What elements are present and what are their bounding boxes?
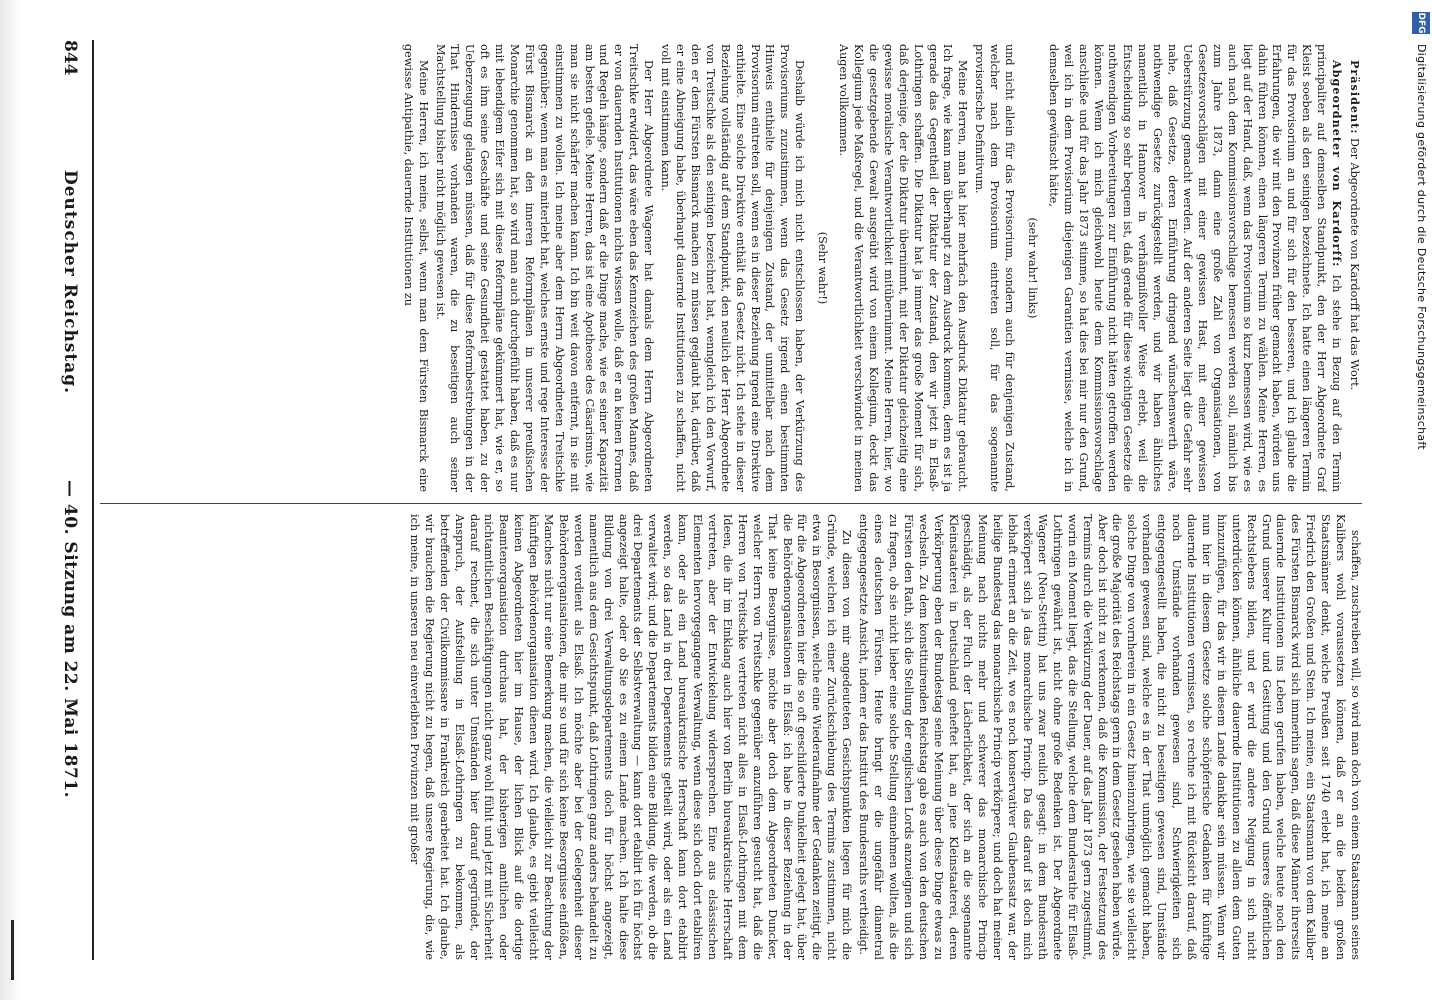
scan-mark [11, 920, 14, 980]
paragraph-text: Meine Herren, ich meine, selbst, wenn man dem Fürsten Bismarck eine gewisse Antipathie, dauernde Institutionen zu [401, 44, 430, 492]
page-header [50, 40, 90, 960]
left-column [100, 44, 1362, 492]
paragraph-text: Ich stehe in Bezug auf den Termin principaliter auf demselben Standpunkt, den der Herr Abgeordnete Graf Kleist soeben als den seinigen bezeichnete. Ich hatte einen längeren Termin für das Provisorium an und für sich für den besseren, und ich glaube die Erfahrungen, die wir mit den Provinzen früher gemacht haben, würden uns dahin führen können, einen längeren Termin zu wählen. Meine Herren, es liegt auf der Hand, daß, wenn das Provisorium so kurz bemessen wird, wie es auch nach dem Kommissionsvorschlage bemessen werden soll, nämlich bis zum Jahre 1873, dann eine große Zahl von Organisationen, von Gesetzesvorschlägen mit einer gewissen Hast, mit einer gewissen Ueberstürzung gemacht werden. Auf der anderen Seite liegt die Gefahr sehr nahe, daß Gesetze, deren Einführung dringend wünschenswerth wäre, nothwendige Gesetze zurückgestellt werden, und wir haben ähnliches namentlich in Hannover in verhängnißvoller Weise erlebt, weil die Entscheidung so sehr bequem ist, daß gerade für diese wichtigen Gesetze die nothwendigen Vorbereitungen zur Einführung nicht hätten getroffen werden können. Wenn ich mich gleichwohl heute dem Kommissionsvorschlage anschließe und für das Jahr 1873 stimme, so hat dies bei mir nur den Grund, weil ich in dem Provisorium diejenigen Garantien vermisse, welche ich in demselben gewünscht hätte, [1046, 44, 1344, 492]
paragraph [835, 44, 969, 492]
paragraph [971, 44, 1016, 492]
paragraph-text: und nicht allein für das Provisorium, sondern auch für denjenigen Zustand, welcher nach dem Provisorium eintreten soll, für das sogenannte provisorische Definitivum. [973, 44, 1017, 492]
paragraph [406, 514, 853, 960]
paragraph-text: (sehr wahr! links) [1025, 217, 1039, 319]
paragraph-text: Der Herr Abgeordnete Wagener hat damals dem Herrn Abgeordneten Treitschke erwidert, das wäre eben das Kennzeichen des großen Mannes, daß er von dauernden Institutionen nichts wissen wolle, daß er an keinen Formen und Regeln hänge, sondern daß er die Dinge mache, wie es seiner Kapazität am besten gefiele. Meine Herren, das ist eine Apotheose des Cäsarismus, wie man sie nicht schärfer machen kann. Ich bin weit davon entfernt, in sie mit einstimmen zu wollen. Ich meine aber dem Herrn Abgeordneten Treitschke gegenüber: wenn man es miterlebt hat, welches ernste und rege Interesse der Fürst Bismarck an den inneren Reformplänen in unserer preußischen Monarchie genommen hat, so wird man auch durchgefühlt haben, daß es nur mit lebendigem Eifer sich mit diese Reformpläne gekümmert hat, wie er, so oft es ihm seine Geschäfte und seine Gesundheit gestattet haben, zu der Ueberzeugung gelangen müssen, daß für diese Reformbestrebungen in der That Hindernisse vorhanden waren, die zu beseitigen auch seiner Machtstellung bisher nicht möglich gewesen ist. [433, 44, 656, 492]
paragraph [432, 44, 656, 492]
paragraph [1346, 44, 1362, 492]
header-rule [92, 40, 94, 960]
page-number: 844 [60, 40, 80, 76]
column-divider [100, 503, 1362, 504]
paragraph [400, 44, 430, 492]
paragraph [855, 514, 1362, 960]
paragraph [1024, 44, 1039, 492]
paragraph-text: Deshalb würde ich mich nicht entschlossen haben, der Verkürzung des Provisoriums zuzustimmen, wenn das Gesetz irgend einen bestimmten Hinweis enthielte für denjenigen Zustand, der unmittelbar nach dem Provisorium eintreten soll, wenn es in dieser Beziehung irgend eine Direktive enthielte. Eine solche Direktive enthält das Gesetz nicht. Ich stehe in dieser Beziehung vollständig auf dem Standpunkt, den neulich der Herr Abgeordnete von Treitschke als den seinigen bezeichnet hat, wenngleich ich den Vorwurf, den er dem Fürsten Bismarck machen zu müssen geglaubt hat, darüber, daß er eine Abneigung habe, überhaupt dauernde Institutionen zu schaffen, nicht voll mit einstimmen kann. [659, 44, 807, 492]
paragraph [814, 44, 829, 492]
paragraph [657, 44, 806, 492]
digitization-note: Digitalisierung gefördert durch die Deutsche Forschungsgemeinschaft [1415, 44, 1428, 451]
dfg-logo-badge: DFG [1412, 12, 1430, 34]
speaker-name: Abgeordneter von Kardorff: [1330, 60, 1345, 268]
publication-title: Deutscher Reichstag. [60, 170, 80, 395]
speaker-name: Präsident: [1348, 60, 1362, 135]
paragraph-text: Der Abgeordnete von Kardorff hat das Wort. [1348, 134, 1361, 391]
paragraph-text: Meine Herren, man hat hier mehrfach den Ausdruck Diktatur gebraucht. Ich frage, wie kann man überhaupt zu dem Ausdruck kommen, denn es ist ja gerade das Gegentheil der Diktatur der Zustand, den wir jetzt in Elsaß-Lothringen schaffen. Die Diktatur hat ja immer das große Moment für sich, daß derjenige, der die Diktatur übernimmt, mit der Diktatur gleichzeitig eine gewisse moralische Verantwortlichkeit mitübernimmt. Meine Herren, hier, wo die gesetzgebende Gewalt ausgeübt wird von einem Kollegium, deckt das Kollegium jede Maßregel, und die Verantwortlichkeit verschwindet in meinen Augen vollkommen. [837, 44, 970, 492]
paragraph-text: schaffen, zuschreiben will, so wird man doch von einem Staatsmann seines Kalibers wohl voraussetzen können, daß er an die beiden großen Staatsmänner denkt, welche Preußen seit 1740 erlebt hat, ich meine an Friedrich den Großen und Stein. Ich meine, ein Staatsmann von dem Kaliber des Fürsten Bismarck wird sich immerhin sagen, daß diese Männer ihrerseits dauernde Institutionen ins Leben gerufen haben, welche heute noch den Grund unserer Kultur und Gesittung und den Grund unseres öffentlichen Rechtslebens bilden, und er wird die andere Neigung in sich nicht unterdrücken können, ähnliche dauernde Institutionen zu allem dem Guten hinzuzufügen, für das wir in diesem Lande dankbar sein müssen. Wenn wir nun hier in diesem Gesetze solche schöpferische Gedanken für künftige dauernde Institutionen vermissen, so rechne ich mit Rücksicht darauf, daß noch Umstände vorhanden gewesen sind, Schwierigkeiten sich entgegengestellt haben, die nicht zu beseitigen gewesen sind, Umstände vorhanden gewesen sind, welche es in der That unmöglich gemacht haben, solche Dinge von vornherein in ein Gesetz hineinzubringen, wie sie vielleicht die große Majorität des Reichstags gern in dem Gesetz gesehen haben würde. Aber doch ist nicht zu verkennen, daß die Kommission, der Festsetzung des Termins durch die Verkürzung der Dauer, auf das Jahr 1873 gern zugestimmt, worin ein Moment liegt, das die Stellung, welche dem Bundesrathe für Elsaß-Lothringen gewährt ist, nicht ohne große Bedenken ist. Der Abgeordnete Wagener (Neu-Stettin) hat uns zwar neulich gesagt: in dem Bundesrath verkörpert sich ja das monarchische Princip. Da das darauf ist doch mich lebhaft erinnert an die Zeit, wo es noch konservativer Glaubenssatz war, der heilige Bundestag das monarchische Princip verkörpere; und doch hat meiner Meinung nach nichts mehr und schwerer das monarchische Princip geschädigt, als der Fluch der Lächerlichkeit, der sich an die sogenannte Kleinstaaterei in Deutschland geheftet hat, an jene Kleinstaaterei, deren Verkörperung eben der Bundestag seine Meinung über diese Dinge etwas zu wechseln. Zu dem konstituirenden Reichstag gab es auch von den deutschen Fürsten den Rath, sich die Stellung der englischen Lords anzueignen und sich zu fragen, ob sie nicht lieber eine solche Stellung einnehmen wollten, als die eines deutschen Fürsten. Heute bringt er die ungefähr diametral entgegengesetzte Ansicht, indem er das Institut des Bundesraths vertheidigt. [857, 514, 1362, 960]
scan-edge [0, 0, 22, 1000]
paragraph [1045, 44, 1344, 492]
paragraph-text: (Sehr wahr!) [816, 231, 830, 305]
right-column [100, 514, 1362, 960]
session-title: — 40. Sitzung am 22. Mai 1871. [60, 480, 80, 799]
paragraph-text: Zu diesen von mir angedeuteten Gesichtspunkten liegen für mich die Gründe, welchen ich einer Zurückschiebung des Termins zustimmen, nicht etwa in Besorgnissen, welche eine Wiederaufnahme der Gedanken zeitigt, die für die Abgeordneten hier die so oft geschilderte Dunkelheit gelegt hat, über die Behördenorganisationen in Elsaß: ich habe in dieser Beziehung in der That keine Besorgnisse, möchte aber doch dem Abgeordneten Duncker, welcher Herrn von Treitschke gegenüber anzuführen gesucht hat, daß die Herren von Treitschke vertreten nicht alles in Elsaß-Lothringen mit dem Ideen, die ihr im Einklang auch hier von Berlin bureaukratische Herrschaft vertreten, aber der Entwickelung widersprechen. Eine aus elsässischen Elementen hervorgegangene Verwaltung, wenn diese sich doch dort etabliren kann, oder als ein Land bureaukratische Herrschaft kann dort etablirt werden, so das Land in drei Departements getheilt wird, oder als ein Land verwaltet wird; und die Departements bilden eine Bildung, die werden, ob die drei Departements der Selbstverwaltung — kann dort etablirt ich für höchst angezeigt halte, oder ob Sie es zu einem Lande machen. Ich halte diese Bildung von drei Verwaltungsdepartements doch für höchst angezeigt, namentlich aus dem Gesichtspunkt, daß Lothringen ganz anders behandelt zu werden verdient als Elsaß. Ich möchte aber bei der Gelegenheit dieser Behördenorganisationen, die mir so und für sich keine Besorgnisse einflößen, Manches nicht nur eine Bemerkung machen, die vielleicht zur Beachtung der künftigen Behördenorganisation dienen wird. Ich glaube, es giebt vielleicht keinen Abgeordneten hier im Hause, der lichen Blick auf die dortige Beamtenorganisation durchaus hat, der bisherigen amtlichen oder nichtamtlichen Beschäftigungen nicht ganz wohl fühlt und jetzt mit Sicherheit darauf rechnet, die sich unter Umständen hier darauf gegründet, der Anspruch, der Aufstellung in Elsaß-Lothringen zu bekommen, als betreffenden der Civilkommissare in Frankreich gearbeitet hat. Ich glaube, wir brauchen die Regierung nicht zu hegen, daß unsere Regierung, die, wie ich meine, in unseren neu einverleibten Provinzen mit großer [407, 514, 854, 960]
